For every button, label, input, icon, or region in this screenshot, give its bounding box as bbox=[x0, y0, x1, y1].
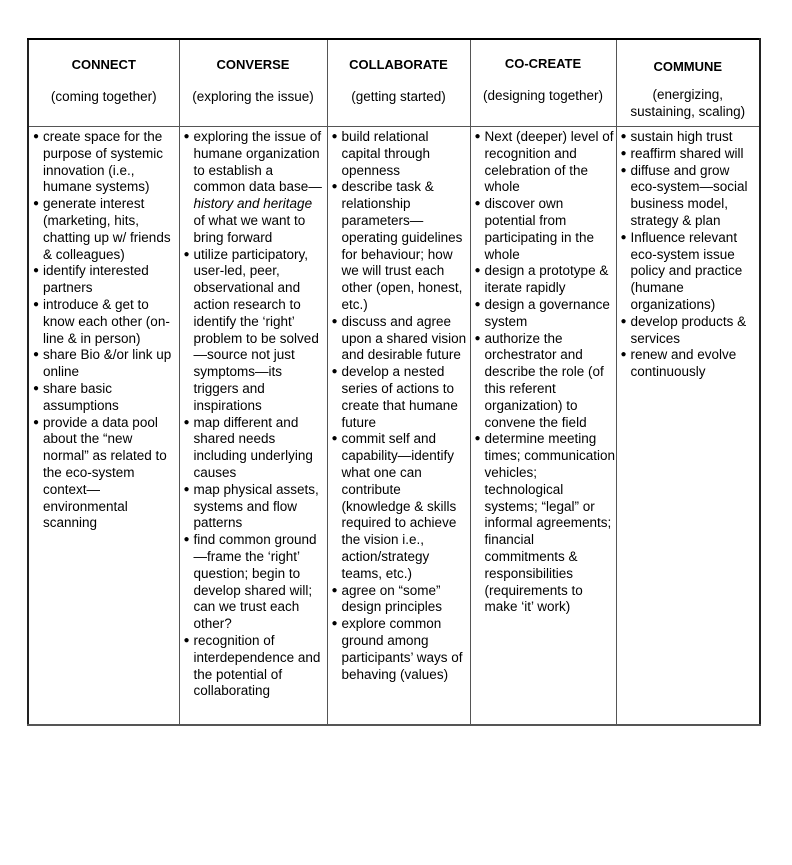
list-item: ● commit self and capability—identify what one can contribute (knowledge & skills required to achieve the vision i.e., action/strategy teams, etc.) bbox=[331, 431, 457, 581]
bullet-icon: ● bbox=[33, 298, 40, 310]
list-item: ● map physical assets, systems and flow patterns bbox=[183, 481, 319, 531]
bullet-icon: ● bbox=[183, 416, 190, 428]
column-header-converse bbox=[179, 39, 327, 127]
column-title: CONNECT bbox=[71, 57, 136, 72]
bullet-list bbox=[474, 129, 616, 616]
bullet-icon: ● bbox=[183, 534, 190, 546]
column-header-commune bbox=[616, 39, 760, 127]
column-title: COLLABORATE bbox=[349, 57, 448, 72]
bullet-icon: ● bbox=[33, 265, 40, 277]
bullet-icon: ● bbox=[620, 231, 627, 243]
column-subtitle: (coming together) bbox=[50, 89, 157, 104]
list-item: ● describe task & relationship parameters—operating guidelines for behaviour; how we will trust each other (open, honest, etc.) bbox=[331, 179, 463, 312]
list-item: ● agree on “some” design principles bbox=[331, 582, 443, 615]
column-title: CO-CREATE bbox=[504, 56, 582, 71]
list-item: ● discuss and agree upon a shared vision and desirable future bbox=[331, 313, 467, 363]
column-subtitle: (getting started) bbox=[351, 89, 446, 104]
list-item: ● diffuse and grow eco-system—social business model, strategy & plan bbox=[620, 162, 748, 228]
list-item: ● share Bio &/or link up online bbox=[33, 347, 172, 380]
list-item: ● provide a data pool about the “new normal” as related to the eco-system context—environmental scanning bbox=[33, 414, 167, 531]
bullet-list bbox=[183, 129, 327, 700]
bullet-icon: ● bbox=[183, 131, 190, 142]
column-cell-co-create bbox=[470, 127, 616, 726]
bullet-icon: ● bbox=[33, 131, 40, 142]
column-cell-connect bbox=[28, 127, 179, 726]
bullet-icon: ● bbox=[331, 131, 338, 142]
bullet-icon: ● bbox=[183, 248, 190, 260]
bullet-icon: ● bbox=[331, 181, 338, 193]
column-header-co-create bbox=[470, 39, 616, 127]
column-subtitle: (energizing, sustaining, scaling) bbox=[630, 87, 746, 119]
bullet-icon: ● bbox=[183, 483, 190, 495]
list-item: ● discover own potential from participating in the whole bbox=[474, 196, 595, 262]
framework-table bbox=[27, 38, 761, 726]
list-item: ● utilize participatory, user-led, peer, observational and action research to identify the ‘right’ problem to be solved—source not just symptoms—its triggers and inspirations bbox=[183, 246, 319, 413]
bullet-icon: ● bbox=[331, 584, 338, 596]
column-cell-collaborate bbox=[327, 127, 470, 726]
list-item: ● sustain high trust bbox=[620, 129, 733, 144]
list-item: ● map different and shared needs including underlying causes bbox=[183, 414, 313, 480]
list-item: ● Next (deeper) level of recognition and celebration of the whole bbox=[474, 129, 614, 195]
list-item: ● find common ground—frame the ‘right’ question; begin to develop shared will; can we trust each other? bbox=[183, 532, 317, 632]
bullet-list bbox=[32, 129, 179, 532]
list-item: ● generate interest (marketing, hits, chatting up w/ friends & colleagues) bbox=[33, 196, 171, 262]
bullet-icon: ● bbox=[331, 315, 338, 327]
list-item: ● develop a nested series of actions to create that humane future bbox=[331, 364, 458, 430]
column-subtitle: (designing together) bbox=[482, 88, 604, 103]
bullet-icon: ● bbox=[474, 265, 481, 277]
list-item: ● renew and evolve continuously bbox=[620, 347, 737, 380]
bullet-icon: ● bbox=[474, 131, 481, 142]
column-header-connect bbox=[28, 39, 179, 127]
bullet-icon: ● bbox=[474, 298, 481, 310]
bullet-icon: ● bbox=[474, 332, 481, 344]
bullet-icon: ● bbox=[620, 131, 627, 142]
bullet-icon: ● bbox=[331, 366, 338, 378]
list-item: ● develop products & services bbox=[620, 313, 747, 346]
list-item: ● determine meeting times; communication vehicles; technological systems; “legal” or informal agreements; financial commitments & responsibilities (requirements to make ‘it’ work) bbox=[474, 431, 616, 615]
bullet-icon: ● bbox=[33, 349, 40, 361]
list-item: ● Influence relevant eco-system issue policy and practice (humane organizations) bbox=[620, 229, 743, 312]
list-item: ● exploring the issue of humane organization to establish a common data base—history and heritage of what we want to bring forward bbox=[183, 129, 322, 245]
column-header-collaborate bbox=[327, 39, 470, 127]
list-item: ● build relational capital through openness bbox=[331, 129, 431, 178]
content-row bbox=[28, 127, 760, 726]
column-title: COMMUNE bbox=[653, 59, 723, 74]
list-item: ● introduce & get to know each other (on-line & in person) bbox=[33, 296, 170, 346]
header-row bbox=[28, 39, 760, 127]
bullet-icon: ● bbox=[474, 198, 481, 210]
bullet-icon: ● bbox=[33, 416, 40, 428]
bullet-icon: ● bbox=[183, 634, 190, 646]
column-cell-converse bbox=[179, 127, 327, 726]
column-cell-commune bbox=[616, 127, 760, 726]
bullet-icon: ● bbox=[33, 198, 40, 210]
list-item: ● design a prototype & iterate rapidly bbox=[474, 263, 609, 296]
bullet-icon: ● bbox=[331, 433, 338, 445]
bullet-list bbox=[331, 129, 470, 683]
list-item: ● reaffirm shared will bbox=[620, 145, 744, 161]
list-item: ● recognition of interdependence and the potential of collaborating bbox=[183, 632, 321, 699]
list-item: ● design a governance system bbox=[474, 296, 610, 329]
column-title: CONVERSE bbox=[216, 57, 290, 72]
column-subtitle: (exploring the issue) bbox=[192, 89, 314, 104]
list-item: ● create space for the purpose of systemic innovation (i.e., humane systems) bbox=[33, 129, 164, 195]
bullet-icon: ● bbox=[331, 618, 338, 630]
list-item: ● identify interested partners bbox=[33, 263, 149, 296]
bullet-list bbox=[620, 129, 760, 381]
bullet-icon: ● bbox=[620, 147, 627, 159]
bullet-icon: ● bbox=[620, 349, 627, 361]
list-item: ● explore common ground among participants’ ways of behaving (values) bbox=[331, 616, 463, 682]
bullet-icon: ● bbox=[474, 433, 481, 445]
bullet-icon: ● bbox=[33, 382, 40, 394]
bullet-icon: ● bbox=[620, 164, 627, 176]
bullet-icon: ● bbox=[620, 315, 627, 327]
list-item: ● share basic assumptions bbox=[33, 380, 119, 413]
list-item: ● authorize the orchestrator and describe the role (of this referent organization) to convene the field bbox=[474, 330, 604, 430]
